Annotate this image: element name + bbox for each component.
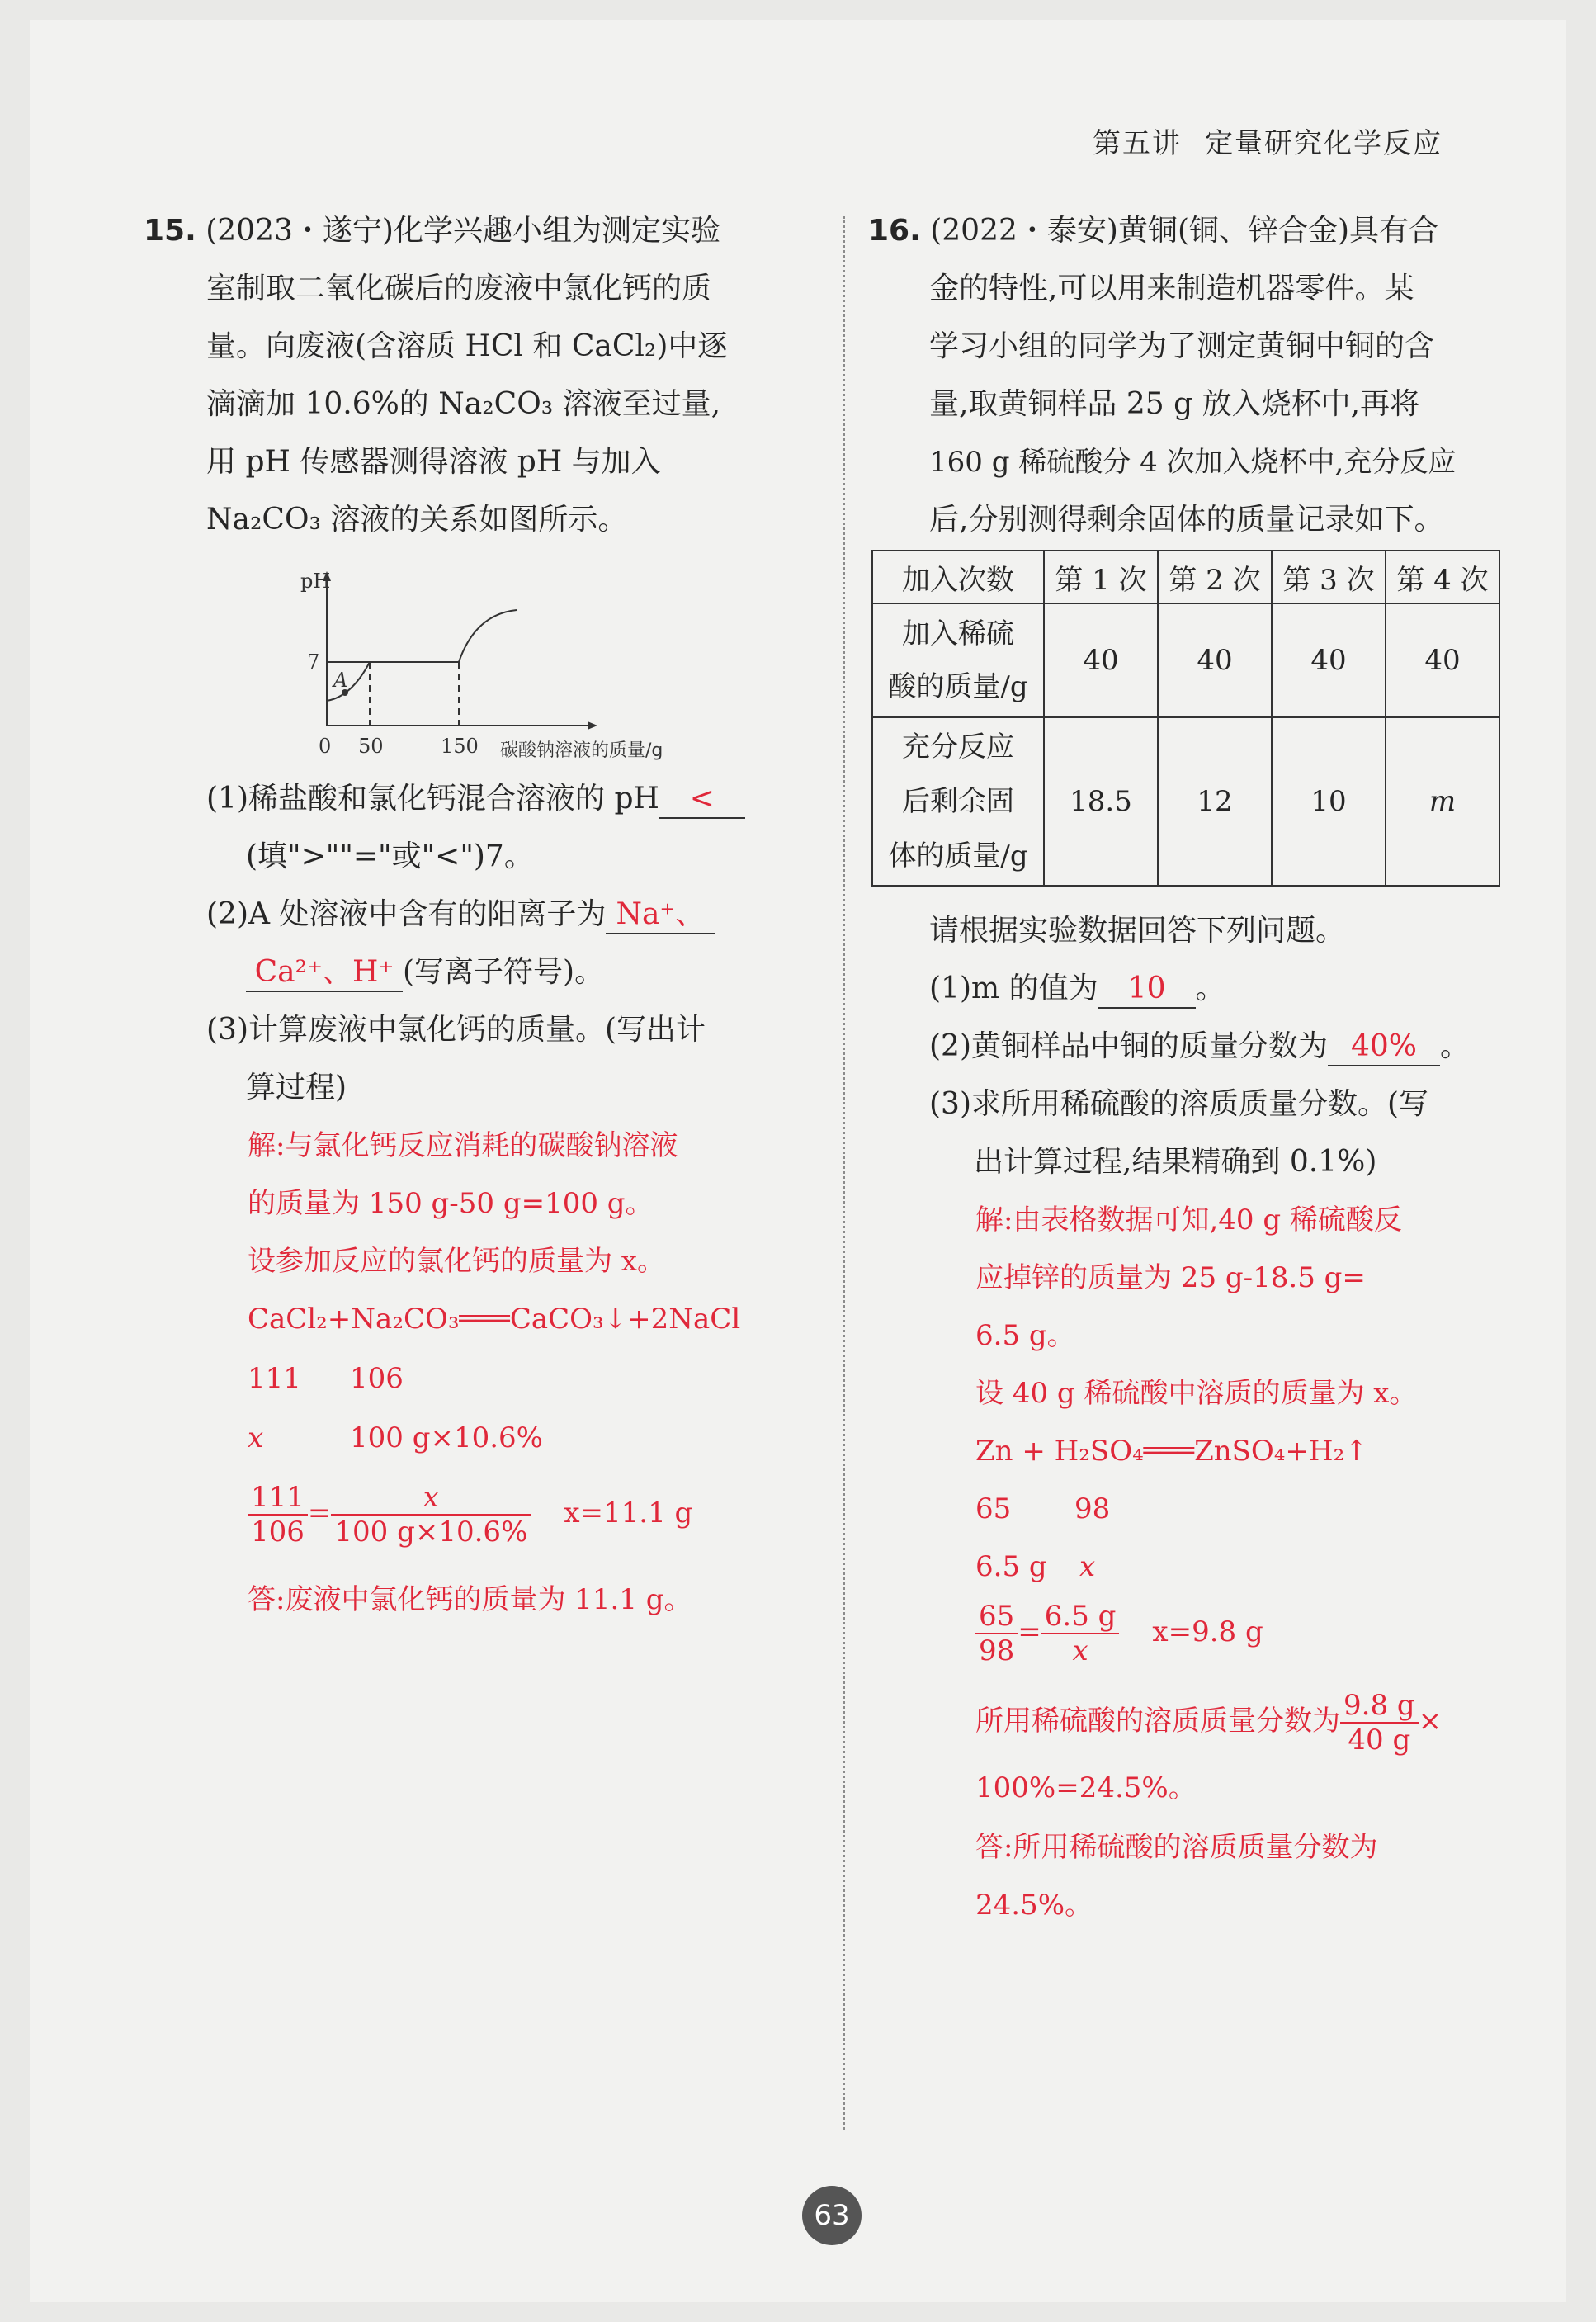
q16-line-1 — [868, 213, 1438, 249]
lesson-title: 定量研究化学反应 — [1205, 127, 1443, 160]
table-header-row — [872, 551, 1499, 603]
q16-ratio-row-1 — [975, 1491, 1110, 1527]
table-cell: 40 — [1158, 603, 1272, 717]
graph-point-a: A — [333, 669, 348, 692]
q16-sol-3: 6.5 g。 — [975, 1319, 1075, 1352]
q16-fraction-2-den: x — [1072, 1634, 1088, 1667]
q15-line-3: 量。向废液(含溶质 HCl 和 CaCl₂)中逐 — [206, 329, 728, 363]
q16-line-6: 后,分别测得剩余固体的质量记录如下。 — [929, 503, 1444, 537]
q16-mass-zn: 6.5 g — [975, 1550, 1047, 1583]
q16-number: 16. — [868, 214, 921, 248]
q15-part-3: (3)计算废液中氯化钙的质量。(写出计 — [206, 1013, 706, 1047]
q16-result: x=9.8 g — [1152, 1615, 1263, 1648]
table-header-2: 第 2 次 — [1158, 551, 1272, 603]
q16-fraction-2-num: 6.5 g — [1041, 1600, 1120, 1634]
q16-times: × — [1418, 1705, 1443, 1738]
q16-fraction-3 — [1340, 1689, 1419, 1757]
q16-sol-6: 100%=24.5%。 — [975, 1771, 1197, 1804]
q16-part-3-cont: 出计算过程,结果精确到 0.1%) — [974, 1145, 1377, 1179]
q16-sol-1: 解:由表格数据可知,40 g 稀硫酸反 — [975, 1204, 1402, 1237]
q16-answer-2: 24.5%。 — [975, 1889, 1093, 1922]
q15-fraction-2-den: 100 g×10.6% — [334, 1516, 528, 1549]
q16-part-2-suffix: 。 — [1440, 1029, 1471, 1063]
q16-prompt: 请根据实验数据回答下列问题。 — [929, 914, 1346, 948]
table-cell: m — [1386, 717, 1499, 886]
table-header-3: 第 3 次 — [1272, 551, 1386, 603]
solid-label-1: 充分反应 — [902, 731, 1014, 764]
q15-part-2-answer-1: Na⁺、 — [606, 896, 715, 934]
q15-part-2-cont — [246, 954, 604, 992]
table-header-1: 第 1 次 — [1044, 551, 1158, 603]
q15-answer: 答:废液中氯化钙的质量为 11.1 g。 — [248, 1583, 692, 1616]
table-cell: 40 — [1044, 603, 1158, 717]
q16-part-3: (3)求所用稀硫酸的溶质质量分数。(写 — [929, 1087, 1429, 1121]
q15-ratio-row-2 — [248, 1420, 543, 1456]
q16-ratio-row-2 — [975, 1549, 1095, 1585]
q15-line-1 — [144, 213, 720, 249]
q16-line-5: 160 g 稀硫酸分 4 次加入烧杯中,充分反应 — [929, 446, 1457, 479]
q16-fraction-3-den: 40 g — [1348, 1724, 1411, 1757]
q15-part-2 — [206, 896, 715, 934]
graph-x-tick-0: 0 — [319, 735, 332, 758]
table-row-solid — [872, 717, 1499, 886]
q15-proportion: $\frac{111}{106}$ = $\frac{x}{100 g\times 10.6\%}$ x=11.1 g — [248, 1479, 692, 1549]
q15-result: x=11.1 g — [564, 1497, 693, 1530]
solid-label-3: 体的质量/g — [888, 839, 1028, 873]
q16-equation: Zn + H₂SO₄═══ZnSO₄+H₂↑ — [975, 1435, 1368, 1468]
q16-fraction-1-den: 98 — [979, 1634, 1015, 1667]
q15-sol-3: 设参加反应的氯化钙的质量为 x。 — [248, 1245, 665, 1278]
q15-text-1: (2023・遂宁)化学兴趣小组为测定实验 — [205, 214, 720, 248]
data-table — [871, 550, 1500, 887]
q15-ratio-row-1 — [248, 1360, 404, 1397]
q15-unknown-x: x — [248, 1421, 264, 1454]
solid-label-2: 后剩余固 — [902, 785, 1014, 818]
q16-line-2: 金的特性,可以用来制造机器零件。某 — [929, 272, 1414, 305]
acid-label-1: 加入稀硫 — [902, 617, 1014, 650]
q15-line-6: Na₂CO₃ 溶液的关系如图所示。 — [206, 503, 628, 537]
q16-sol-2: 应掉锌的质量为 25 g-18.5 g= — [975, 1261, 1366, 1294]
q16-fraction-1-num: 65 — [975, 1600, 1018, 1634]
q16-molar-zn: 65 — [975, 1492, 1012, 1525]
q16-line-4: 量,取黄铜样品 25 g 放入烧杯中,再将 — [929, 387, 1420, 421]
q16-line-3: 学习小组的同学为了测定黄铜中铜的含 — [929, 329, 1435, 363]
q15-sol-1: 解:与氯化钙反应消耗的碳酸钠溶液 — [248, 1129, 678, 1162]
table-cell: 18.5 — [1044, 717, 1158, 886]
q16-sol-5-text: 所用稀硫酸的溶质质量分数为 — [975, 1705, 1340, 1738]
q15-line-2: 室制取二氧化碳后的废液中氯化钙的质 — [206, 272, 712, 305]
q15-part-2-answer-2: Ca²⁺、H⁺ — [246, 954, 403, 992]
q15-mass-na2co3: 100 g×10.6% — [350, 1421, 543, 1454]
table-cell: 10 — [1272, 717, 1386, 886]
ph-graph — [294, 565, 756, 771]
table-row-acid-label — [872, 603, 1044, 717]
table-row-acid — [872, 603, 1499, 717]
q15-sol-2: 的质量为 150 g-50 g=100 g。 — [248, 1187, 654, 1220]
q15-fraction-1-den: 106 — [251, 1516, 305, 1549]
q16-fraction-2 — [1041, 1600, 1120, 1667]
table-cell: 12 — [1158, 717, 1272, 886]
acid-label-2: 酸的质量/g — [888, 670, 1028, 703]
column-divider — [843, 216, 845, 2130]
page — [30, 20, 1566, 2302]
graph-y-tick-7: 7 — [307, 650, 320, 674]
q15-fraction-2-num: x — [331, 1481, 531, 1516]
q15-part-1-answer: < — [659, 781, 745, 819]
q15-fraction-1 — [248, 1481, 308, 1549]
page-number: 63 — [802, 2186, 862, 2245]
q16-text-1: (2022・泰安)黄铜(铜、锌合金)具有合 — [930, 214, 1439, 248]
q16-part-2-answer: 40% — [1328, 1029, 1440, 1066]
table-header-label: 加入次数 — [872, 551, 1044, 603]
q16-molar-h2so4: 98 — [1074, 1492, 1111, 1525]
q16-sol-4: 设 40 g 稀硫酸中溶质的质量为 x。 — [975, 1377, 1418, 1410]
q16-unknown-x: x — [1079, 1550, 1096, 1583]
q15-molar-cacl2: 111 — [248, 1362, 301, 1395]
graph-x-label: 碳酸钠溶液的质量/g — [500, 740, 663, 761]
q15-molar-na2co3: 106 — [350, 1362, 404, 1395]
q16-sol-5 — [975, 1687, 1442, 1757]
q15-equation: CaCl₂+Na₂CO₃═══CaCO₃↓+2NaCl — [248, 1303, 741, 1336]
q15-part-1-text: (1)稀盐酸和氯化钙混合溶液的 pH — [206, 782, 659, 816]
q16-fraction-3-num: 9.8 g — [1340, 1689, 1419, 1724]
lesson-number: 第五讲 — [1093, 127, 1182, 160]
q15-number: 15. — [144, 214, 196, 248]
table-cell: 40 — [1386, 603, 1499, 717]
q16-answer-1: 答:所用稀硫酸的溶质质量分数为 — [975, 1831, 1378, 1864]
q15-part-2-suffix: (写离子符号)。 — [403, 955, 605, 989]
q15-line-5: 用 pH 传感器测得溶液 pH 与加入 — [206, 445, 661, 479]
table-row-solid-label — [872, 717, 1044, 886]
q16-part-2 — [929, 1029, 1470, 1066]
q15-part-1-hint: (填">""="或"<")7。 — [246, 839, 534, 873]
graph-x-tick-50: 50 — [358, 735, 384, 758]
q15-fraction-1-num: 111 — [248, 1481, 308, 1516]
table-header-4: 第 4 次 — [1386, 551, 1499, 603]
q16-part-1-suffix: 。 — [1195, 972, 1225, 1005]
page-header — [1093, 121, 1443, 161]
q16-part-1-answer: 10 — [1098, 971, 1196, 1009]
graph-x-tick-150: 150 — [441, 735, 479, 758]
q16-fraction-1 — [975, 1600, 1018, 1667]
q15-part-3-cont: 算过程) — [246, 1071, 347, 1104]
q15-part-1 — [206, 781, 745, 819]
table-cell: 40 — [1272, 603, 1386, 717]
q15-line-4: 滴滴加 10.6%的 Na₂CO₃ 溶液至过量, — [206, 387, 721, 421]
q16-part-1-text: (1)m 的值为 — [929, 972, 1098, 1005]
q16-part-2-text: (2)黄铜样品中铜的质量分数为 — [929, 1029, 1328, 1063]
q16-part-1 — [929, 971, 1225, 1009]
q15-fraction-2 — [331, 1481, 531, 1549]
q15-part-2-text: (2)A 处溶液中含有的阳离子为 — [206, 897, 607, 931]
graph-y-label: pH — [300, 570, 331, 593]
q16-proportion: $\frac{65}{98}$ = $\frac{6.5 g}{x}$ x=9.8 g — [975, 1598, 1263, 1667]
